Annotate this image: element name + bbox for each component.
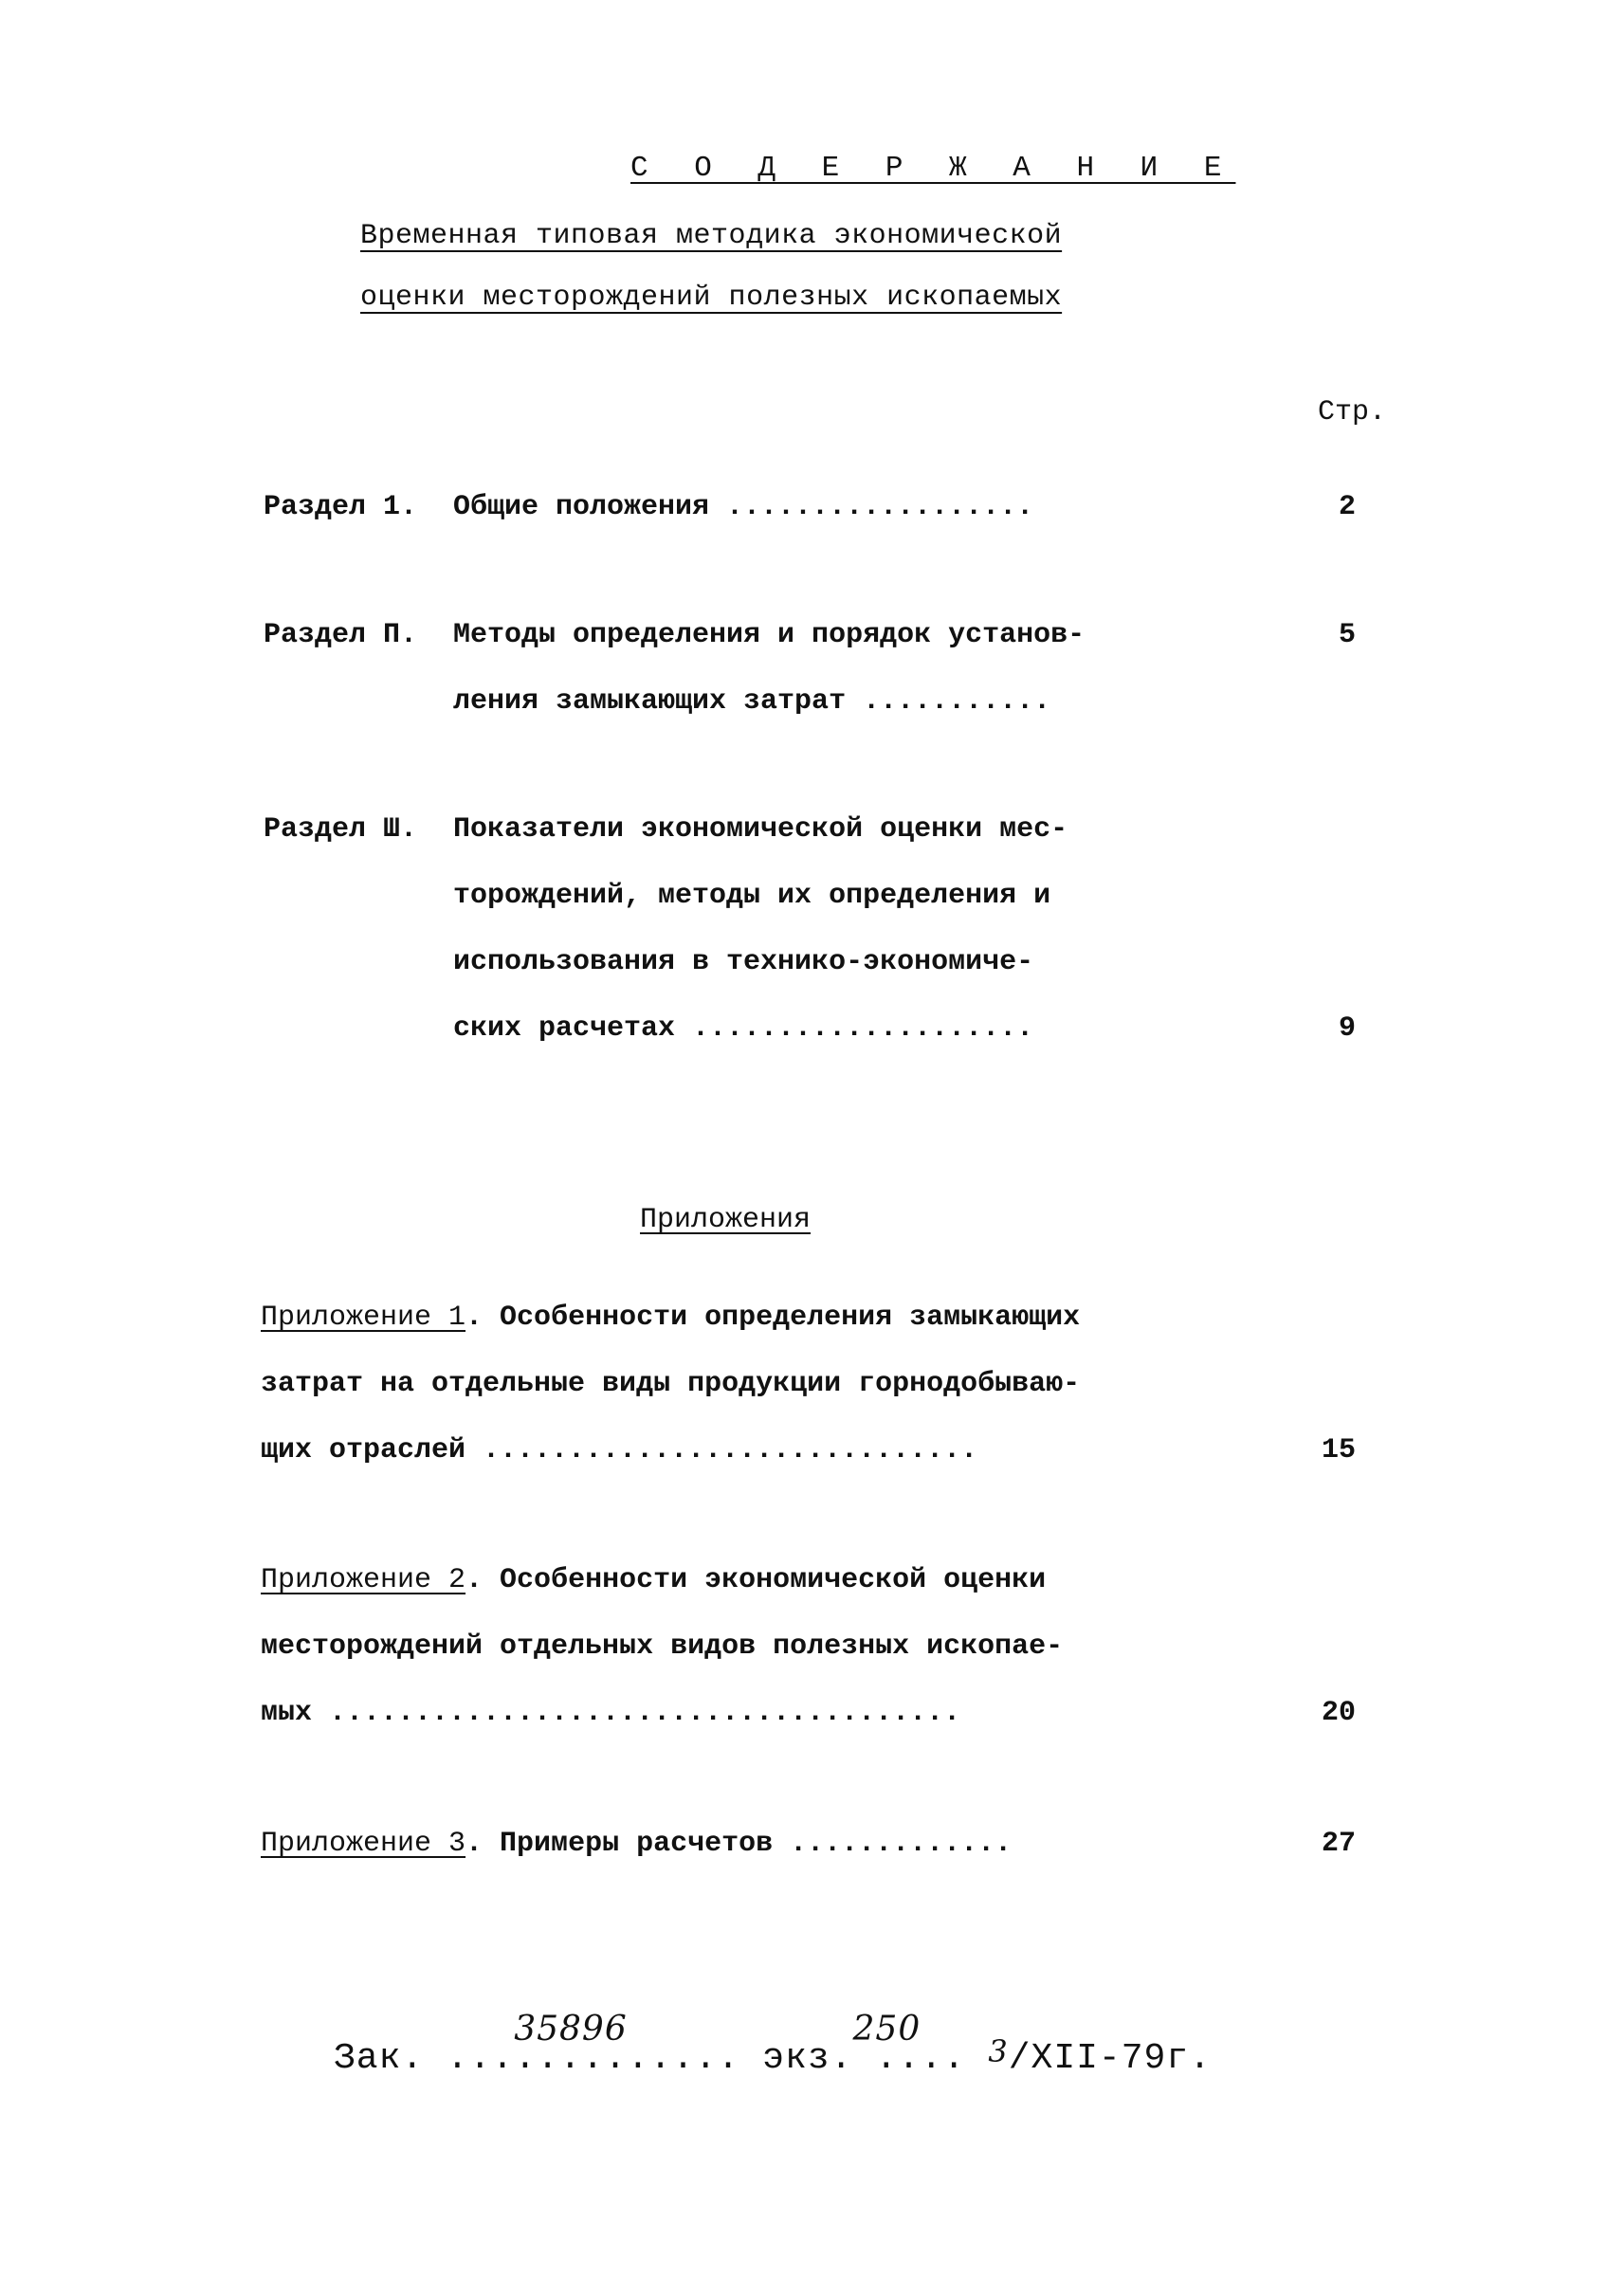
order-dots: ............. [447, 2038, 740, 2079]
handwritten-order-number: 35896 [514, 2010, 628, 2049]
toc-appendix-text: мых ..................................... [261, 1697, 961, 1729]
toc-section-text: Общие положения .................. [453, 491, 1034, 523]
handwritten-date-day: 3 [988, 2033, 1009, 2069]
subtitle-line-2: оценки месторождений полезных ископаемых [360, 282, 1063, 314]
toc-page-number: 27 [1321, 1828, 1356, 1860]
toc-appendix-text: щих отраслей ............................. [261, 1434, 978, 1466]
toc-section-text: Методы определения и порядок установ- [453, 619, 1086, 651]
toc-appendix-text: . Особенности определения замыкающих [465, 1302, 1081, 1334]
copies-prefix: экз. [762, 2038, 853, 2079]
subtitle-line-1: Временная типовая методика экономической [360, 220, 1063, 252]
page-title: С О Д Е Р Ж А Н И Е [630, 152, 1236, 185]
toc-section-label: Раздел П. [264, 619, 418, 651]
toc-section-text: ления замыкающих затрат ........... [453, 685, 1051, 718]
toc-section-text: ских расчетах .................... [453, 1012, 1034, 1045]
page-column-label: Стр. [1318, 396, 1387, 428]
toc-page-number: 9 [1338, 1012, 1356, 1045]
toc-appendix-line [261, 1566, 1046, 1594]
order-prefix: Зак. [334, 2038, 425, 2079]
toc-page-number: 5 [1338, 619, 1356, 651]
toc-appendix-label: Приложение 2 [261, 1564, 466, 1596]
print-date: /XII-79г. [1008, 2038, 1212, 2079]
toc-appendix-label: Приложение 3 [261, 1828, 466, 1860]
toc-section-label: Раздел 1. [264, 491, 418, 523]
print-order-line [334, 2010, 1212, 2079]
toc-appendix-text: . Примеры расчетов ............. [465, 1828, 1013, 1860]
handwritten-copies-number: 250 [852, 2010, 921, 2049]
toc-section-text: торождений, методы их определения и [453, 880, 1051, 912]
toc-appendix-text: месторождений отдельных видов полезных ископае- [261, 1630, 1064, 1663]
toc-appendix-label: Приложение 1 [261, 1302, 466, 1334]
toc-page-number: 2 [1338, 491, 1356, 523]
toc-appendix-text: . Особенности экономической оценки [465, 1564, 1047, 1596]
appendices-heading: Приложения [640, 1204, 812, 1236]
toc-appendix-line [261, 1830, 1012, 1858]
toc-page-number: 15 [1321, 1434, 1356, 1466]
toc-appendix-text: затрат на отдельные виды продукции горнодобываю- [261, 1368, 1081, 1400]
toc-section-text: использования в технико-экономиче- [453, 946, 1034, 978]
toc-section-text: Показатели экономической оценки мес- [453, 813, 1068, 846]
toc-section-label: Раздел Ш. [264, 813, 418, 846]
toc-appendix-line [261, 1303, 1080, 1332]
copies-dots: .... [875, 2038, 966, 2079]
toc-page-number: 20 [1321, 1697, 1356, 1729]
